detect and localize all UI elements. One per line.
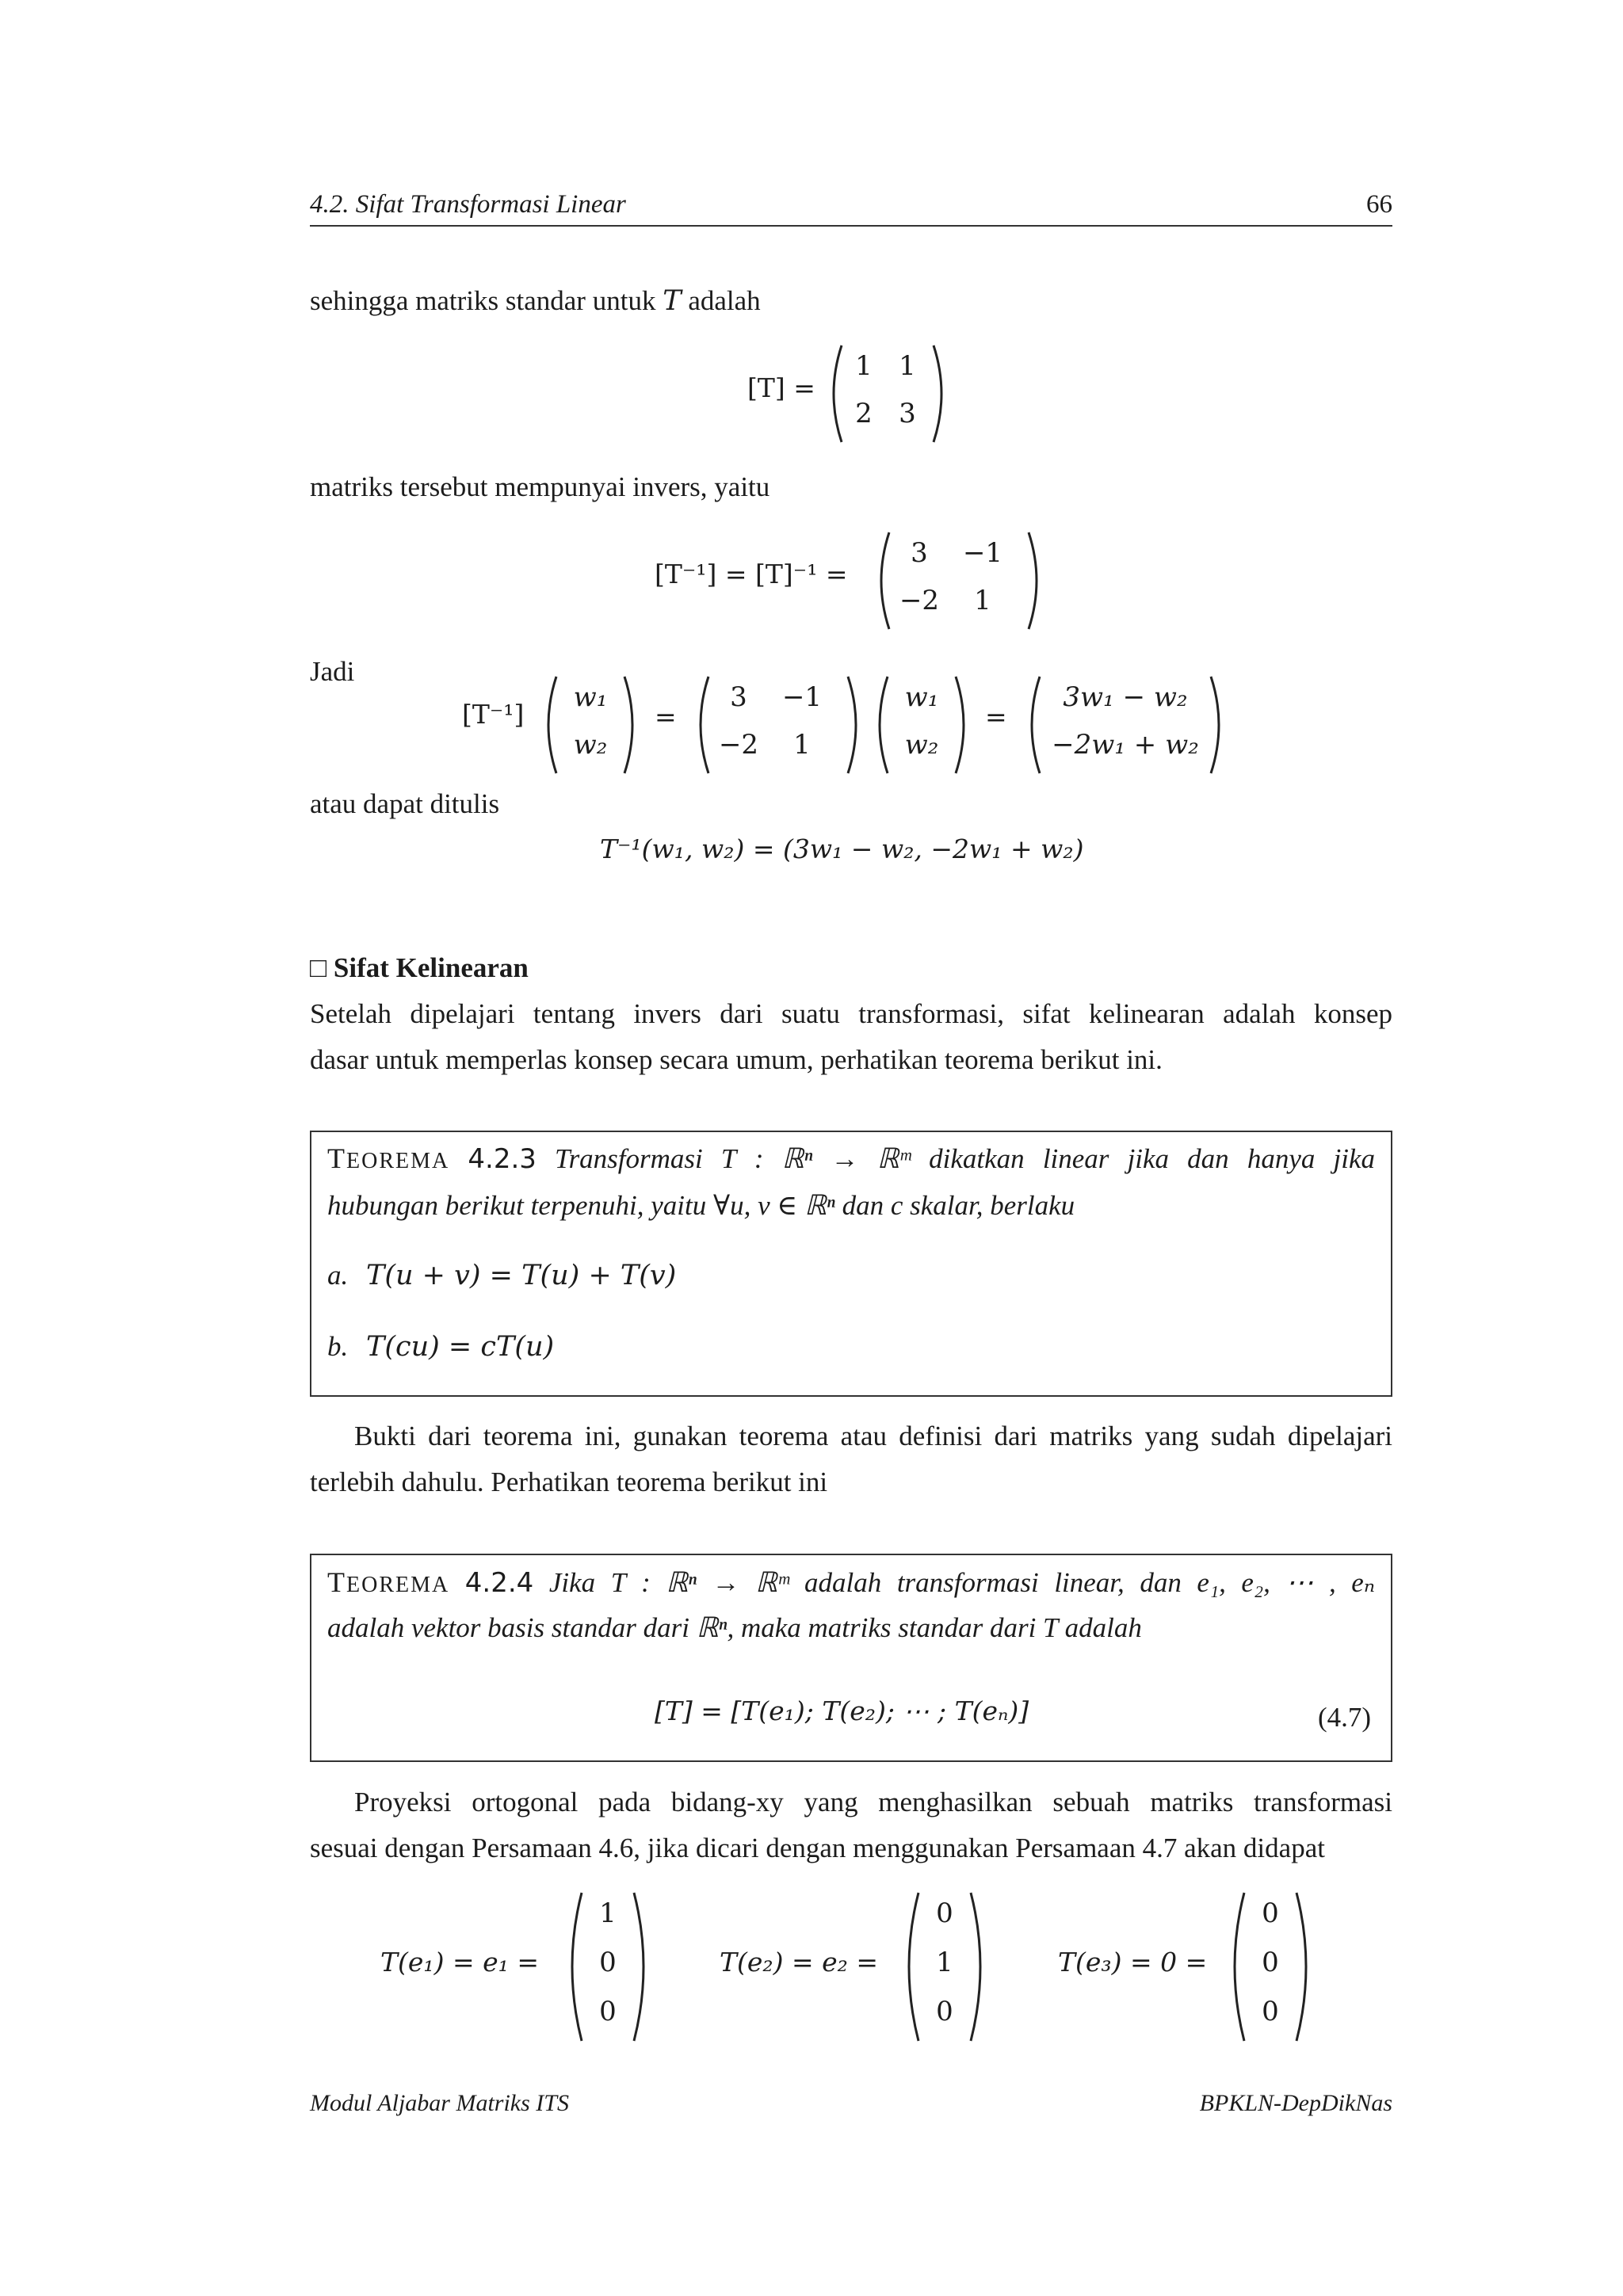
- matrix-cell: −2: [899, 585, 940, 616]
- footer-left: Modul Aljabar Matriks ITS: [310, 2090, 569, 2116]
- matrix-Tinv: [872, 529, 1046, 632]
- equation-Tinv-lhs: [T⁻¹] = [T]⁻¹ =: [655, 559, 848, 589]
- equation-T-lhs: [T] =: [747, 372, 815, 403]
- vector-w: [539, 673, 642, 776]
- vector-cell: w₂: [904, 729, 939, 761]
- item-label: b.: [327, 1331, 349, 1362]
- basis-vector-zero: [1227, 1890, 1314, 2044]
- section-heading: [310, 944, 529, 992]
- running-header-section: 4.2. Sifat Transformasi Linear: [310, 190, 626, 219]
- matrix-cell: 1: [793, 729, 811, 761]
- item-formula: T(u + v) = T(u) + T(v): [366, 1260, 677, 1291]
- equation-number: (4.7): [1318, 1702, 1372, 1733]
- theorem-item-b: [327, 1323, 554, 1371]
- vector-result: [1022, 673, 1228, 776]
- equation-jadi-lhs: [T⁻¹]: [462, 699, 525, 730]
- equals-sign: =: [985, 701, 1007, 732]
- paragraph-inverse: matriks tersebut mempunyai invers, yaitu: [310, 471, 770, 502]
- theorem-number: 4.2.4: [464, 1567, 534, 1599]
- paragraph-line: Proyeksi ortogonal pada bidang-xy yang menghasilkan sebuah matriks transformasi: [354, 1787, 1392, 1817]
- paragraph-line: sesuai dengan Persamaan 4.6, jika dicari dengan menggunakan Persamaan 4.7 akan didapat: [310, 1833, 1325, 1863]
- matrix-cell: 3: [730, 681, 747, 713]
- theorem-label: [327, 1567, 533, 1598]
- matrix-cell: 3: [911, 537, 928, 569]
- theorem-label: [327, 1143, 537, 1174]
- theorem-label-initial: T: [327, 1142, 346, 1174]
- matrix-cell: −2: [718, 729, 759, 761]
- theorem-label-rest: EOREMA: [346, 1149, 450, 1173]
- vector-cell: 0: [599, 1996, 617, 2027]
- matrix-cell: 2: [855, 398, 873, 429]
- item-label: a.: [327, 1260, 349, 1291]
- theorem-line: [327, 1558, 1375, 1609]
- theorem-line: adalah vektor basis standar dari ℝⁿ, maka matriks standar dari T adalah: [327, 1612, 1142, 1643]
- matrix-cell: −1: [962, 537, 1003, 569]
- vector-cell: 1: [599, 1897, 617, 1929]
- paragraph-line: Bukti dari teorema ini, gunakan teorema atau definisi dari matriks yang sudah dipelajari: [354, 1421, 1392, 1451]
- vector-cell: 0: [936, 1897, 953, 1929]
- equals-sign: =: [655, 701, 677, 732]
- paragraph-text: sehingga matriks standar untuk: [310, 285, 656, 316]
- vector-w-2: [870, 673, 973, 776]
- paragraph-jadi: Jadi: [310, 656, 355, 687]
- math-var-T: T: [663, 285, 682, 317]
- matrix-cell: 1: [855, 350, 873, 382]
- matrix-cell: −1: [781, 681, 823, 713]
- vector-cell: w₁: [573, 681, 608, 713]
- paragraph-line: terlebih dahulu. Perhatikan teorema berikut ini: [310, 1466, 828, 1497]
- vector-cell: 1: [936, 1947, 953, 1978]
- item-formula: T(cu) = cT(u): [366, 1331, 555, 1363]
- matrix-cell: 1: [899, 350, 916, 382]
- vector-cell: w₁: [904, 681, 939, 713]
- theorem-item-a: [327, 1252, 676, 1299]
- paragraph-standard-matrix: [310, 277, 761, 325]
- theorem-text: Jika T : ℝⁿ → ℝᵐ adalah transformasi linear, dan e₁, e₂, ⋯ , eₙ: [548, 1567, 1376, 1598]
- paragraph-line: dasar untuk memperlas konsep secara umum, perhatikan teorema berikut ini.: [310, 1044, 1163, 1075]
- vector-cell: 0: [1262, 1897, 1279, 1929]
- equation-Tinv-function: T⁻¹(w₁, w₂) = (3w₁ − w₂, −2w₁ + w₂): [600, 833, 1084, 864]
- theorem-equation: [T] = [T(e₁); T(e₂); ⋯ ; T(eₙ)]: [655, 1695, 1029, 1726]
- paragraph-text: adalah: [688, 285, 761, 316]
- matrix-Tinv-jadi: [691, 673, 865, 776]
- header-rule: [310, 225, 1392, 227]
- theorem-label-rest: EOREMA: [346, 1573, 450, 1597]
- theorem-number: 4.2.3: [468, 1143, 537, 1175]
- matrix-T: [824, 342, 951, 445]
- theorem-line: hubungan berikut terpenuhi, yaitu ∀u, v ∈ ℝⁿ dan c skalar, berlaku: [327, 1190, 1075, 1221]
- vector-cell: 0: [1262, 1947, 1279, 1978]
- page-number: 66: [1366, 190, 1392, 219]
- theorem-label-initial: T: [327, 1566, 346, 1598]
- vector-cell: 0: [1262, 1996, 1279, 2027]
- paragraph-line: Setelah dipelajari tentang invers dari suatu transformasi, sifat kelinearan adalah konsep: [310, 998, 1392, 1029]
- section-title: Sifat Kelinearan: [333, 952, 529, 983]
- paragraph-atau: atau dapat ditulis: [310, 788, 500, 819]
- footer-right: BPKLN-DepDikNas: [1199, 2090, 1392, 2116]
- vector-cell: w₂: [573, 729, 608, 761]
- matrix-cell: 1: [974, 585, 991, 616]
- matrix-cell: 3: [899, 398, 916, 429]
- vector-cell: 3w₁ − w₂: [1063, 681, 1188, 713]
- basis-vector-e2: [901, 1890, 988, 2044]
- vector-cell: 0: [599, 1947, 617, 1978]
- theorem-line: [327, 1135, 1375, 1185]
- checkbox-icon: □: [310, 952, 327, 983]
- basis-lhs: T(e₂) = e₂ =: [720, 1947, 879, 1978]
- vector-cell: 0: [936, 1996, 953, 2027]
- basis-lhs: T(e₃) = 0 =: [1058, 1947, 1208, 1978]
- vector-cell: −2w₁ + w₂: [1052, 729, 1199, 761]
- basis-lhs: T(e₁) = e₁ =: [380, 1947, 540, 1978]
- basis-vector-e1: [564, 1890, 651, 2044]
- theorem-text: Transformasi T : ℝⁿ → ℝᵐ dikatkan linear jika dan hanya jika: [555, 1143, 1375, 1174]
